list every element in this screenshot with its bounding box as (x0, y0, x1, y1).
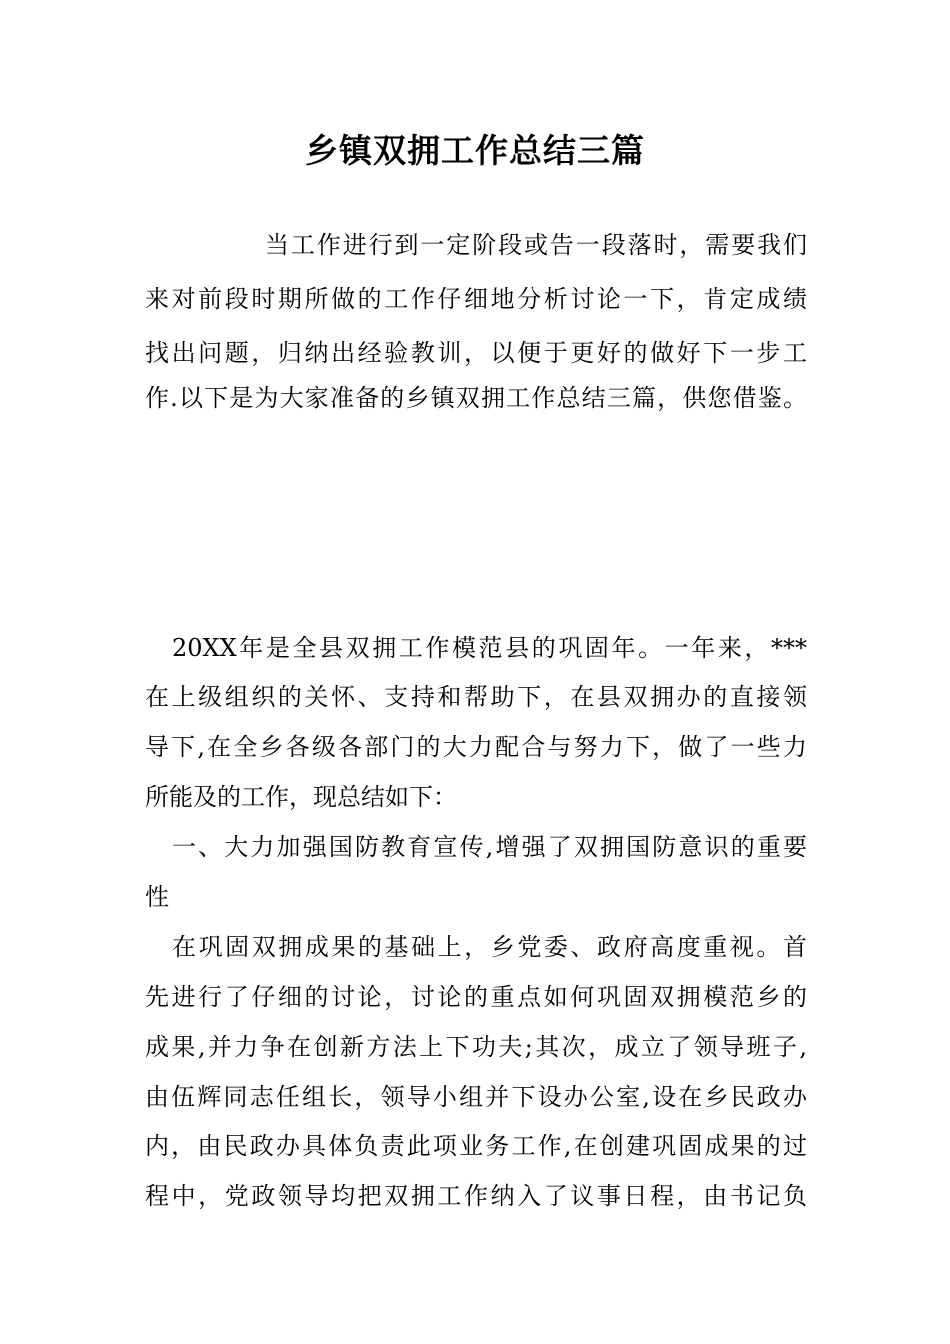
body-line-9: 成果,并力争在创新方法上下功夫;其次，成立了领导班子, (145, 1033, 807, 1061)
body-line-8: 先进行了仔细的讨论，讨论的重点如何巩固双拥模范乡的 (145, 983, 807, 1011)
body-line-2: 在上级组织的关怀、支持和帮助下，在县双拥办的直接领 (145, 683, 807, 711)
body-line-3: 导下,在全乡各级各部门的大力配合与努力下，做了一些力 (145, 733, 807, 761)
body-line-7: 在巩固双拥成果的基础上，乡党委、政府高度重视。首 (172, 933, 807, 961)
intro-line-1: 当工作进行到一定阶段或告一段落时，需要我们 (265, 231, 807, 259)
body-line-11: 内，由民政办具体负责此项业务工作,在创建巩固成果的过 (145, 1132, 807, 1160)
intro-line-3: 找出问题，归纳出经验教训，以便于更好的做好下一步工 (145, 339, 807, 367)
body-line-1: 20XX年是全县双拥工作模范县的巩固年。一年来，*** (172, 634, 807, 662)
body-line-12: 程中，党政领导均把双拥工作纳入了议事日程，由书记负 (145, 1182, 807, 1210)
document-title: 乡镇双拥工作总结三篇 (305, 131, 645, 170)
intro-line-2: 来对前段时期所做的工作仔细地分析讨论一下，肯定成绩 (145, 285, 807, 313)
intro-line-4: 作.以下是为大家准备的乡镇双拥工作总结三篇，供您借鉴。 (145, 384, 807, 412)
body-line-4: 所能及的工作，现总结如下： (145, 783, 457, 811)
body-line-10: 由伍辉同志任组长，领导小组并下设办公室,设在乡民政办 (145, 1083, 807, 1111)
section-heading-line-2: 性 (145, 883, 169, 911)
section-heading-line-1: 一、大力加强国防教育宣传,增强了双拥国防意识的重要 (172, 833, 807, 861)
